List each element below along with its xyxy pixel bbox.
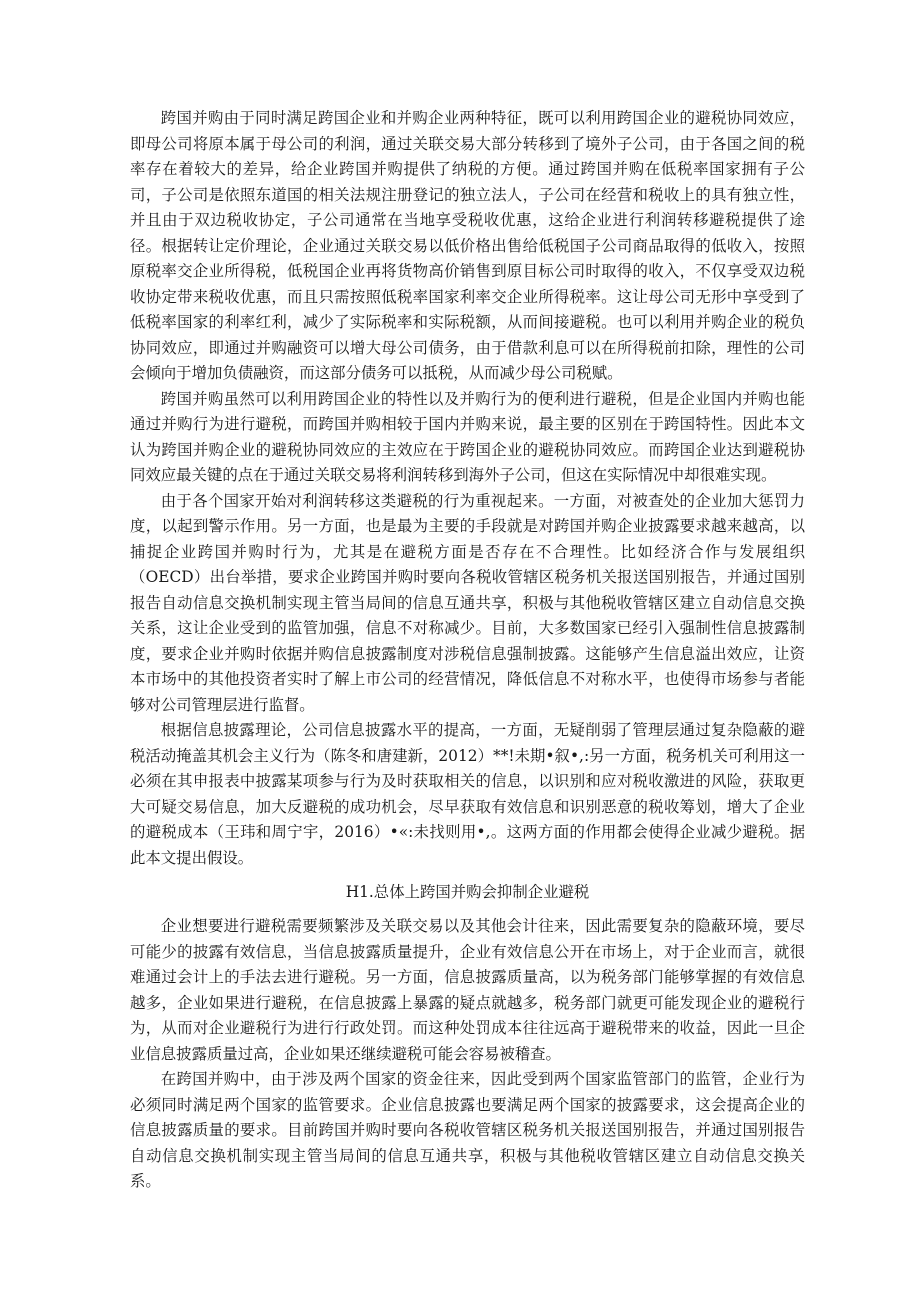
paragraph-6: 在跨国并购中，由于涉及两个国家的资金往来，因此受到两个国家监管部门的监管，企业行为必须同时满足两个国家的监管要求。企业信息披露也要满足两个国家的披露要求，这会提高企业的信息披露质量的要求。目前跨国并购时要向各税收管辖区税务机关报送国别报告，并通过国别报告自动信息交换机制实现主管当局间的信息互通共享，积极与其他税收管辖区建立自动信息交换关系。 (130, 1070, 805, 1190)
paragraph-2: 跨国并购虽然可以利用跨国企业的特性以及并购行为的便利进行避税，但是企业国内并购也能通过并购行为进行避税，而跨国并购相较于国内并购来说，最主要的区别在于跨国特性。因此本文认为跨国并购企业的避税协同效应的主效应在于跨国企业的避税协同效应。而跨国企业达到避税协同效应最关键的点在于通过关联交易将利润转移到海外子公司，但这在实际情况中却很难实现。 (130, 389, 805, 484)
document-body (130, 106, 805, 1195)
paragraph-5: 企业想要进行避税需要频繁涉及关联交易以及其他会计往来，因此需要复杂的隐蔽环境，要尽可能少的披露有效信息，当信息披露质量提升，企业有效信息公开在市场上，对于企业而言，就很难通过会计上的手法去进行避税。另一方面，信息披露质量高，以为税务部门能够掌握的有效信息越多，企业如果进行避税，在信息披露上暴露的疑点就越多，税务部门就更可能发现企业的避税行为，从而对企业避税行为进行行政处罚。而这种处罚成本往往远高于避税带来的收益，因此一旦企业信息披露质量过高，企业如果还继续避税可能会容易被稽查。 (130, 917, 805, 1063)
hypothesis-heading: H1.总体上跨国并购会抑制企业避税 (345, 883, 590, 901)
paragraph-1: 跨国并购由于同时满足跨国企业和并购企业两种特征，既可以利用跨国企业的避税协同效应，即母公司将原本属于母公司的利润，通过关联交易大部分转移到了境外子公司，由于各国之间的税率存在着较大的差异，给企业跨国并购提供了纳税的方便。通过跨国并购在低税率国家拥有子公司，子公司是依照东道国的相关法规注册登记的独立法人，子公司在经营和税收上的具有独立性，并且由于双边税收协定，子公司通常在当地享受税收优惠，这给企业进行利润转移避税提供了途径。根据转让定价理论，企业通过关联交易以低价格出售给低税国子公司商品取得的低收入，按照原税率交企业所得税，低税国企业再将货物高价销售到原目标公司时取得的收入，不仅享受双边税收协定带来税收优惠，而且只需按照低税率国家利率交企业所得税率。这让母公司无形中享受到了低税率国家的利率红利，减少了实际税率和实际税额，从而间接避税。也可以利用并购企业的税负协同效应，即通过并购融资可以增大母公司债务，由于借款利息可以在所得税前扣除，理性的公司会倾向于增加负债融资，而这部分债务可以抵税，从而减少母公司税赋。 (130, 109, 805, 382)
paragraph-4: 根据信息披露理论，公司信息披露水平的提高，一方面，无疑削弱了管理层通过复杂隐蔽的避税活动掩盖其机会主义行为（陈冬和唐建新，2012）**!未期•叙•,:另一方面，税务机关可利用这一必须在其申报表中披露某项参与行为及时获取相关的信息，以识别和应对税收激进的风险，获取更大可疑交易信息，加大反避税的成功机会，尽早获取有效信息和识别恶意的税收筹划，增大了企业的避税成本（王玮和周宁宇，2016）•«:未找则用•,。这两方面的作用都会使得企业减少避税。据此本文提出假设。 (130, 721, 805, 867)
paragraph-3: 由于各个国家开始对利润转移这类避税的行为重视起来。一方面，对被查处的企业加大惩罚力度，以起到警示作用。另一方面，也是最为主要的手段就是对跨国并购企业披露要求越来越高，以捕捉企业跨国并购时行为，尤其是在避税方面是否存在不合理性。比如经济合作与发展组织（OECD）出台举措，要求企业跨国并购时要向各税收管辖区税务机关报送国别报告，并通过国别报告自动信息交换机制实现主管当局间的信息互通共享，积极与其他税收管辖区建立自动信息交换关系，这让企业受到的监管加强，信息不对称减少。目前，大多数国家已经引入强制性信息披露制度，要求企业并购时依据并购信息披露制度对涉税信息强制披露。这能够产生信息溢出效应，让资本市场中的其他投资者实时了解上市公司的经营情况，降低信息不对称水平，也使得市场参与者能够对公司管理层进行监督。 (130, 491, 805, 714)
